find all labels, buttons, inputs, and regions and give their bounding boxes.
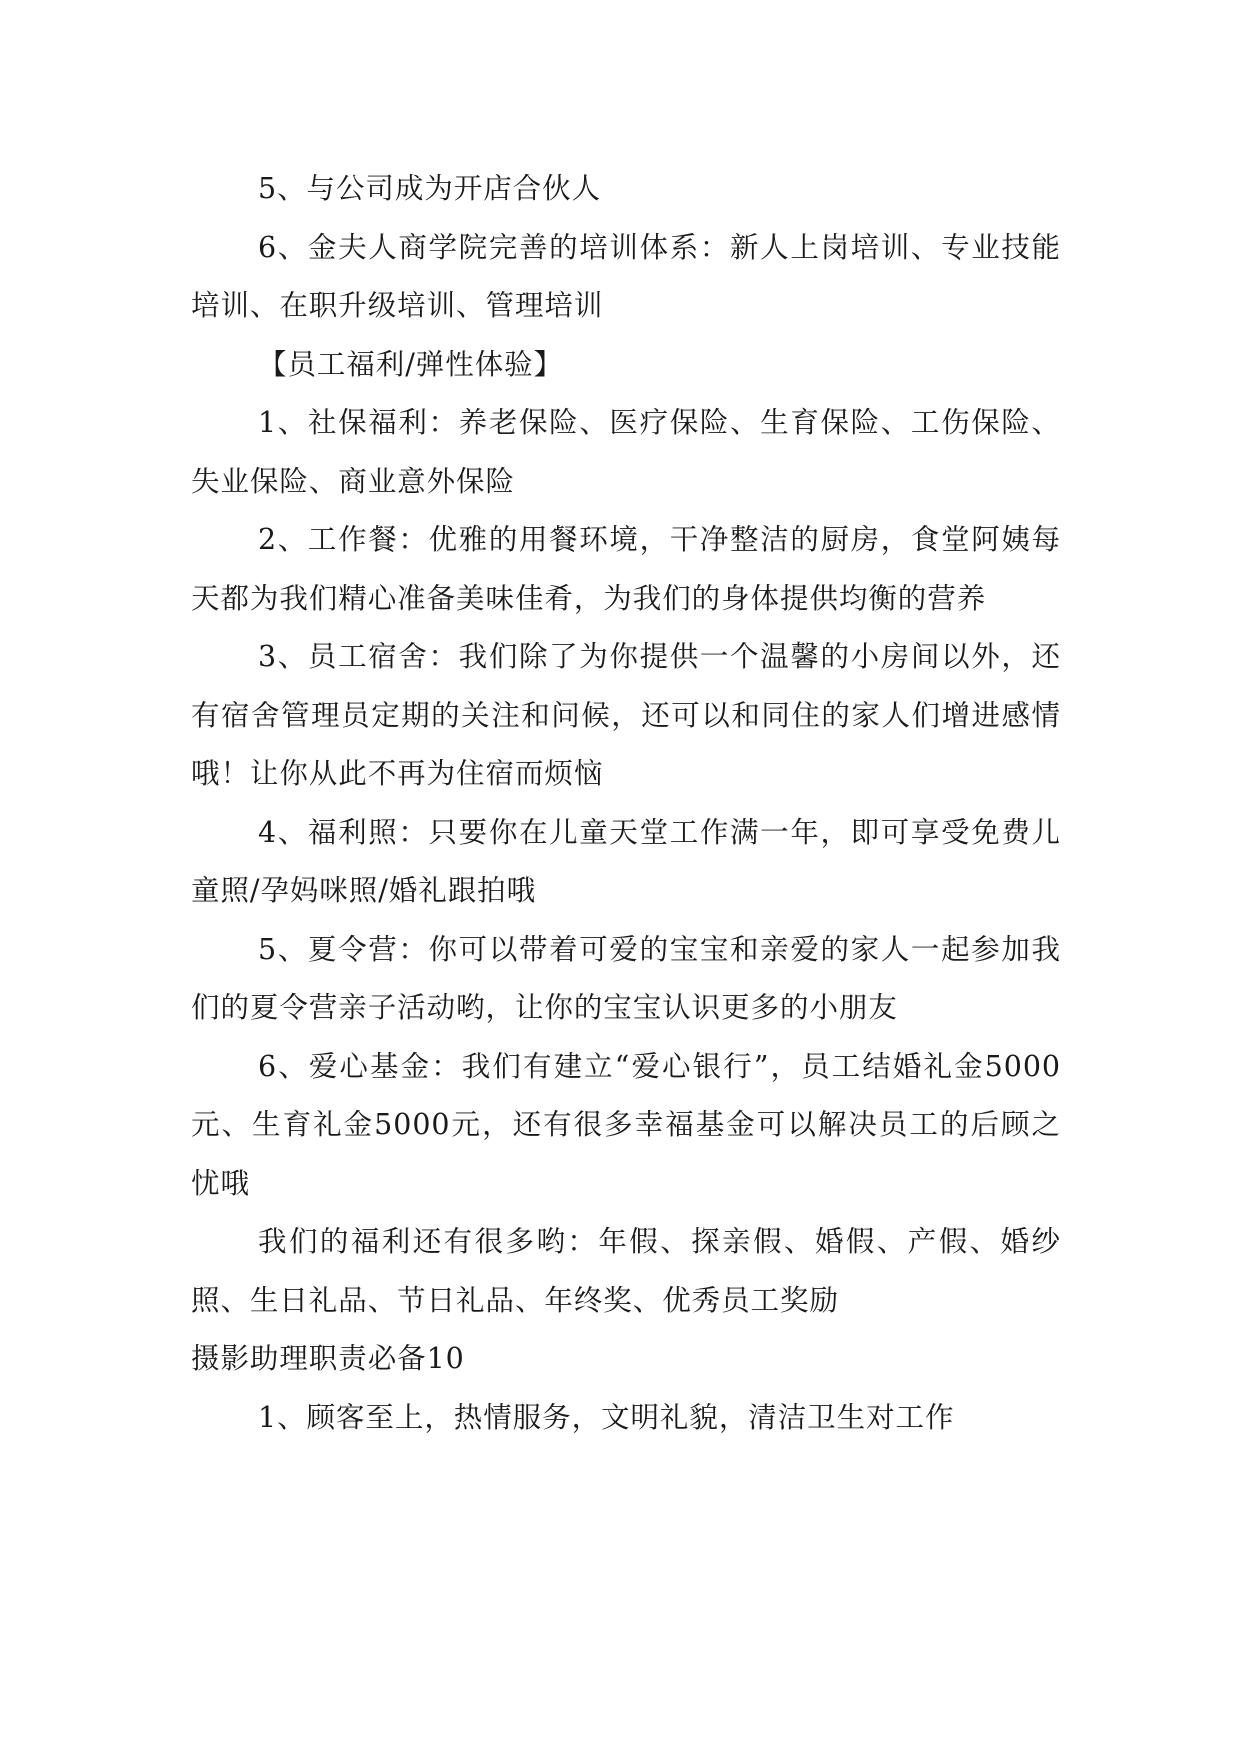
paragraph-partner: 5、与公司成为开店合伙人 xyxy=(258,172,602,205)
document-body xyxy=(191,160,1061,1447)
paragraph-duty-1: 1、顾客至上，热情服务，文明礼貌，清洁卫生对工作 xyxy=(258,1400,955,1434)
paragraph-training: 6、金夫人商学院完善的培训体系：新人上岗培训、专业技能培训、在职升级培训、管理培训 xyxy=(191,230,1061,322)
paragraph-photo-benefit: 4、福利照：只要你在儿童天堂工作满一年，即可享受免费儿童照/孕妈咪照/婚礼跟拍哦 xyxy=(191,815,1061,907)
paragraph-summer-camp: 5、夏令营：你可以带着可爱的宝宝和亲爱的家人一起参加我们的夏令营亲子活动哟，让你的宝宝认识更多的小朋友 xyxy=(191,932,1061,1024)
paragraph-meals: 2、工作餐：优雅的用餐环境，干净整洁的厨房，食堂阿姨每天都为我们精心准备美味佳肴，为我们的身体提供均衡的营养 xyxy=(191,523,1061,615)
paragraph-more-benefits: 我们的福利还有很多哟：年假、探亲假、婚假、产假、婚纱照、生日礼品、节日礼品、年终奖、优秀员工奖励 xyxy=(191,1225,1061,1317)
section-heading-benefits: 【员工福利/弹性体验】 xyxy=(258,347,564,381)
paragraph-dormitory: 3、员工宿舍：我们除了为你提供一个温馨的小房间以外，还有宿舍管理员定期的关注和问候，还可以和同住的家人们增进感情哦！让你从此不再为住宿而烦恼 xyxy=(191,640,1061,790)
paragraph-social-insurance: 1、社保福利：养老保险、医疗保险、生育保险、工伤保险、失业保险、商业意外保险 xyxy=(191,406,1061,498)
section-title-assistant-duties: 摄影助理职责必备10 xyxy=(191,1342,465,1375)
paragraph-love-fund: 6、爱心基金：我们有建立“爱心银行”，员工结婚礼金5000元、生育礼金5000元，还有很多幸福基金可以解决员工的后顾之忧哦 xyxy=(191,1049,1061,1200)
